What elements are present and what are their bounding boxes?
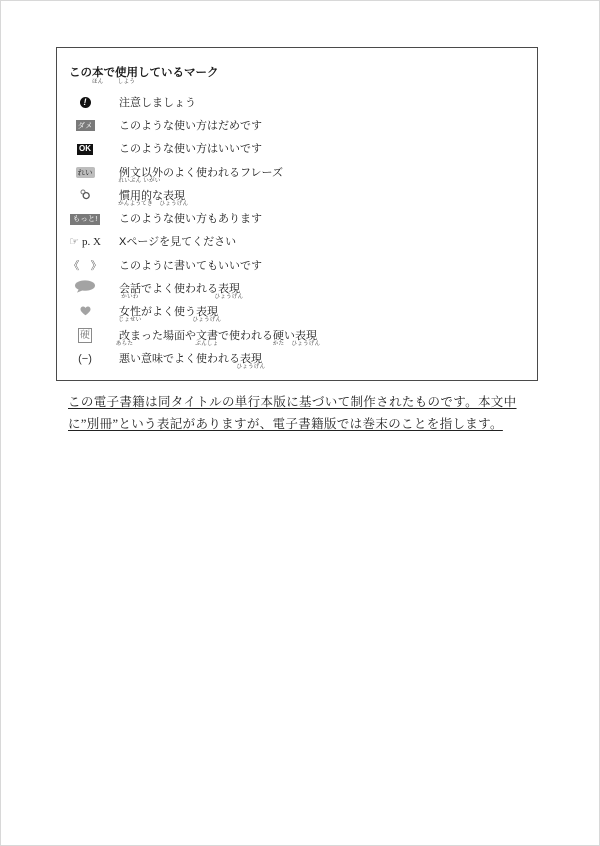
furigana: ほん xyxy=(91,79,104,85)
legend-description xyxy=(119,213,262,225)
ruby-word xyxy=(291,329,321,347)
legend-row xyxy=(57,207,537,230)
text-segment: このような使い方もあります xyxy=(119,213,262,226)
speech-bubble-icon xyxy=(74,280,96,298)
text-segment: な xyxy=(152,189,163,202)
legend-row xyxy=(57,347,537,370)
text-segment: で xyxy=(103,67,115,79)
ruby-word xyxy=(119,283,141,301)
legend-row xyxy=(57,161,537,184)
furigana: かいわ xyxy=(121,294,139,301)
ruby-word xyxy=(115,66,138,85)
ruby-base: 表現 xyxy=(163,189,185,202)
ruby-base: 表現 xyxy=(218,283,240,296)
legend-description xyxy=(115,329,321,347)
rei-badge: れい xyxy=(77,167,93,177)
note-line: この電子書籍は同タイトルの単行本版に基づいて制作されたものです。本文中 xyxy=(68,395,517,409)
ruby-base: 女性 xyxy=(119,306,141,319)
kata-badge: 硬 xyxy=(78,328,92,343)
ruby-base: 本 xyxy=(92,67,104,79)
ruby-base: 改 xyxy=(119,329,130,342)
exclamation-glyph: ! xyxy=(83,97,87,108)
ruby-word xyxy=(115,329,134,347)
note-line: に”別冊”という表記がありますが、電子書籍版では巻末のことを指します。 xyxy=(68,417,503,431)
text-segment: しているマーク xyxy=(138,67,219,79)
furigana: ひょうげん xyxy=(192,317,222,324)
ruby-base: 表現 xyxy=(295,329,317,342)
ruby-word xyxy=(214,283,244,301)
ruby-word xyxy=(159,189,189,207)
legend-description xyxy=(119,260,262,272)
legend-row xyxy=(57,301,537,324)
legend-mark xyxy=(57,138,113,161)
furigana: しよう xyxy=(117,79,136,85)
furigana: ひょうげん xyxy=(214,294,244,301)
furigana: かんようてき xyxy=(118,200,153,207)
text-segment: この xyxy=(69,67,92,79)
marks-legend-box xyxy=(56,47,538,381)
ok-badge: OK xyxy=(79,144,91,154)
text-segment: 注意しましょう xyxy=(119,96,196,109)
text-segment: このように書いてもいいです xyxy=(119,259,262,272)
page-reference-text: p. X xyxy=(81,236,101,249)
ruby-base: 慣用的 xyxy=(119,189,152,202)
ruby-word xyxy=(141,166,163,184)
text-segment: Xページを見てください xyxy=(119,236,237,249)
legend-mark xyxy=(57,231,113,254)
legend-mark xyxy=(57,114,113,137)
legend-description xyxy=(118,189,189,207)
legend-description xyxy=(119,97,196,109)
legend-mark xyxy=(57,161,113,184)
legend-list xyxy=(57,91,537,371)
ebook-note xyxy=(68,391,517,435)
legend-row xyxy=(57,138,537,161)
double-brackets: 《 》 xyxy=(68,259,102,272)
text-segment: い xyxy=(284,329,295,342)
idiom-icon xyxy=(79,187,91,205)
furigana: あらた xyxy=(115,340,134,347)
legend-mark xyxy=(57,184,113,207)
legend-mark xyxy=(57,347,113,370)
furigana: ひょうげん xyxy=(291,340,321,347)
text-segment: のよく使われるフレーズ xyxy=(163,166,284,179)
legend-description xyxy=(118,166,284,184)
furigana: かた xyxy=(272,340,285,347)
text-segment: でよく使われる xyxy=(141,283,218,296)
furigana: じょせい xyxy=(118,317,142,324)
ruby-word xyxy=(192,306,222,324)
dame-badge: ダメ xyxy=(77,121,93,131)
legend-mark xyxy=(57,91,113,114)
legend-description xyxy=(118,306,222,324)
legend-row xyxy=(57,277,537,300)
exclamation-icon xyxy=(80,97,91,108)
ruby-base: 表現 xyxy=(196,306,218,319)
legend-description xyxy=(119,352,266,370)
legend-description xyxy=(119,143,262,155)
legend-mark xyxy=(57,254,113,277)
text-segment: このような使い方はだめです xyxy=(119,119,262,132)
legend-row xyxy=(57,254,537,277)
legend-title xyxy=(69,66,219,85)
furigana: ひょうげん xyxy=(236,363,266,370)
ruby-word xyxy=(118,306,142,324)
ruby-word xyxy=(195,329,219,347)
ruby-base: 以外 xyxy=(141,166,163,179)
legend-row xyxy=(57,91,537,114)
ruby-base: 表現 xyxy=(240,352,262,365)
text-segment: 悪い意味でよく使われる xyxy=(119,352,240,365)
text-segment: まった場面や xyxy=(130,329,196,342)
legend-mark xyxy=(57,207,113,230)
ruby-base: 例文 xyxy=(119,166,141,179)
page-reference-mark xyxy=(69,236,101,248)
legend-row xyxy=(57,184,537,207)
legend-mark xyxy=(57,301,113,324)
ruby-base: 文書 xyxy=(196,329,218,342)
negative-mark: (−) xyxy=(78,352,92,365)
text-segment: このような使い方はいいです xyxy=(119,143,262,156)
legend-mark xyxy=(57,277,113,300)
heart-icon xyxy=(80,303,91,321)
text-segment: がよく使う xyxy=(141,306,196,319)
legend-description xyxy=(119,120,262,132)
ruby-word xyxy=(236,352,266,370)
furigana: ひょうげん xyxy=(159,200,189,207)
ruby-base: 硬 xyxy=(273,329,284,342)
ruby-word xyxy=(118,189,153,207)
ruby-base: 会話 xyxy=(119,283,141,296)
legend-row xyxy=(57,324,537,347)
pointing-hand-icon: ☞ xyxy=(69,235,79,249)
ruby-word xyxy=(91,66,104,85)
furigana: ぶんしょ xyxy=(195,340,219,347)
furigana: いがい xyxy=(143,177,161,184)
legend-description xyxy=(119,283,244,301)
ruby-base: 使用 xyxy=(115,67,138,79)
ruby-word xyxy=(272,329,285,347)
legend-row xyxy=(57,114,537,137)
legend-row xyxy=(57,231,537,254)
furigana: れいぶん xyxy=(118,177,142,184)
legend-description xyxy=(119,236,236,248)
motto-badge: もっと! xyxy=(70,214,101,225)
text-segment: で使われる xyxy=(218,329,273,342)
legend-mark xyxy=(57,324,113,347)
